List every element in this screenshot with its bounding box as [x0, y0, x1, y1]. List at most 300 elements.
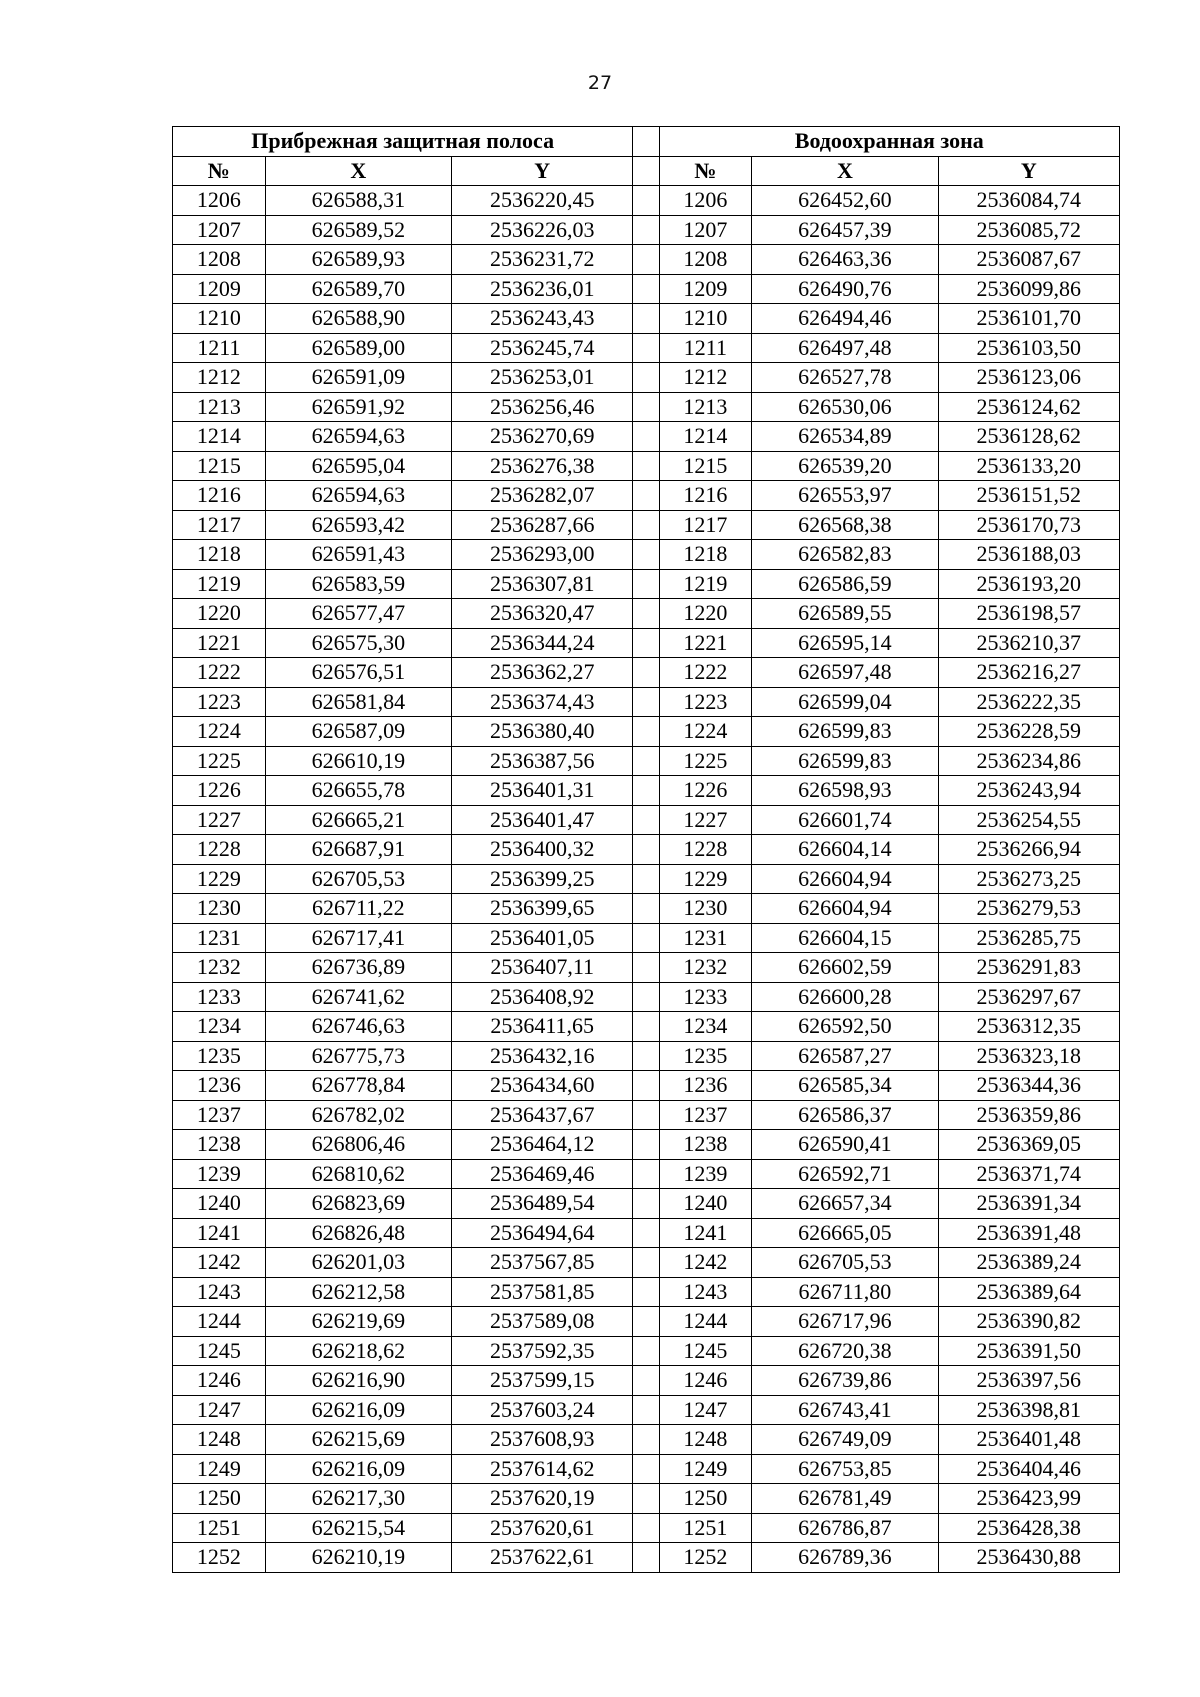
right-x-cell: 626739,86	[752, 1366, 938, 1396]
left-x-cell: 626575,30	[265, 628, 451, 658]
gap-cell	[633, 363, 659, 393]
table-row	[173, 599, 1120, 629]
coordinates-table	[172, 126, 1120, 1573]
left-number-cell: 1220	[173, 599, 266, 629]
right-number-cell: 1242	[659, 1248, 752, 1278]
right-x-cell: 626592,71	[752, 1159, 938, 1189]
right-x-cell: 626604,94	[752, 894, 938, 924]
left-y-cell: 2536243,43	[452, 304, 633, 334]
left-x-cell: 626589,52	[265, 215, 451, 245]
gap-cell	[633, 1041, 659, 1071]
right-number-cell: 1249	[659, 1454, 752, 1484]
left-y-cell: 2536270,69	[452, 422, 633, 452]
right-y-cell: 2536228,59	[938, 717, 1119, 747]
left-x-cell: 626588,90	[265, 304, 451, 334]
right-y-cell: 2536222,35	[938, 687, 1119, 717]
left-x-cell: 626717,41	[265, 923, 451, 953]
gap-cell	[633, 776, 659, 806]
left-y-cell: 2537599,15	[452, 1366, 633, 1396]
left-x-cell: 626610,19	[265, 746, 451, 776]
right-x-cell: 626530,06	[752, 392, 938, 422]
table-row	[173, 333, 1120, 363]
gap-cell	[633, 1012, 659, 1042]
left-number-cell: 1214	[173, 422, 266, 452]
left-y-cell: 2536236,01	[452, 274, 633, 304]
left-y-cell: 2537608,93	[452, 1425, 633, 1455]
gap-cell	[633, 451, 659, 481]
left-col-number: №	[173, 156, 266, 186]
right-y-cell: 2536323,18	[938, 1041, 1119, 1071]
right-y-cell: 2536297,67	[938, 982, 1119, 1012]
gap-cell	[633, 1071, 659, 1101]
left-number-cell: 1219	[173, 569, 266, 599]
left-number-cell: 1242	[173, 1248, 266, 1278]
gap-cell	[633, 658, 659, 688]
right-y-cell: 2536389,24	[938, 1248, 1119, 1278]
gap-cell	[633, 333, 659, 363]
right-y-cell: 2536085,72	[938, 215, 1119, 245]
right-y-cell: 2536401,48	[938, 1425, 1119, 1455]
left-x-cell: 626588,31	[265, 186, 451, 216]
right-y-cell: 2536234,86	[938, 746, 1119, 776]
table-row	[173, 864, 1120, 894]
table-row	[173, 215, 1120, 245]
right-y-cell: 2536279,53	[938, 894, 1119, 924]
left-number-cell: 1207	[173, 215, 266, 245]
left-x-cell: 626705,53	[265, 864, 451, 894]
left-number-cell: 1240	[173, 1189, 266, 1219]
left-number-cell: 1237	[173, 1100, 266, 1130]
table-row	[173, 1277, 1120, 1307]
left-number-cell: 1229	[173, 864, 266, 894]
left-y-cell: 2537622,61	[452, 1543, 633, 1573]
right-y-cell: 2536391,50	[938, 1336, 1119, 1366]
right-number-cell: 1217	[659, 510, 752, 540]
left-section-title: Прибрежная защитная полоса	[173, 127, 633, 157]
right-x-cell: 626452,60	[752, 186, 938, 216]
left-number-cell: 1231	[173, 923, 266, 953]
right-number-cell: 1218	[659, 540, 752, 570]
table-row	[173, 1307, 1120, 1337]
left-y-cell: 2536287,66	[452, 510, 633, 540]
right-x-cell: 626749,09	[752, 1425, 938, 1455]
right-x-cell: 626463,36	[752, 245, 938, 275]
right-number-cell: 1235	[659, 1041, 752, 1071]
left-number-cell: 1245	[173, 1336, 266, 1366]
gap-cell	[633, 156, 659, 186]
table-row	[173, 186, 1120, 216]
left-y-cell: 2536256,46	[452, 392, 633, 422]
right-number-cell: 1226	[659, 776, 752, 806]
left-number-cell: 1212	[173, 363, 266, 393]
right-x-cell: 626586,59	[752, 569, 938, 599]
left-x-cell: 626587,09	[265, 717, 451, 747]
right-y-cell: 2536193,20	[938, 569, 1119, 599]
left-x-cell: 626595,04	[265, 451, 451, 481]
left-y-cell: 2536400,32	[452, 835, 633, 865]
right-number-cell: 1234	[659, 1012, 752, 1042]
table-row	[173, 835, 1120, 865]
left-y-cell: 2536399,65	[452, 894, 633, 924]
left-x-cell: 626591,92	[265, 392, 451, 422]
right-x-cell: 626457,39	[752, 215, 938, 245]
gap-cell	[633, 304, 659, 334]
right-y-cell: 2536404,46	[938, 1454, 1119, 1484]
right-y-cell: 2536124,62	[938, 392, 1119, 422]
table-row	[173, 1454, 1120, 1484]
left-x-cell: 626810,62	[265, 1159, 451, 1189]
table-row	[173, 363, 1120, 393]
right-number-cell: 1227	[659, 805, 752, 835]
right-x-cell: 626592,50	[752, 1012, 938, 1042]
table-row	[173, 481, 1120, 511]
table-row	[173, 1543, 1120, 1573]
gap-cell	[633, 894, 659, 924]
left-y-cell: 2536494,64	[452, 1218, 633, 1248]
right-x-cell: 626539,20	[752, 451, 938, 481]
right-y-cell: 2536291,83	[938, 953, 1119, 983]
gap-cell	[633, 1543, 659, 1573]
right-y-cell: 2536103,50	[938, 333, 1119, 363]
right-x-cell: 626598,93	[752, 776, 938, 806]
right-x-cell: 626589,55	[752, 599, 938, 629]
left-number-cell: 1241	[173, 1218, 266, 1248]
left-y-cell: 2536407,11	[452, 953, 633, 983]
left-x-cell: 626665,21	[265, 805, 451, 835]
right-y-cell: 2536188,03	[938, 540, 1119, 570]
left-y-cell: 2536245,74	[452, 333, 633, 363]
left-x-cell: 626210,19	[265, 1543, 451, 1573]
left-y-cell: 2536293,00	[452, 540, 633, 570]
gap-cell	[633, 687, 659, 717]
left-x-cell: 626589,93	[265, 245, 451, 275]
left-number-cell: 1223	[173, 687, 266, 717]
left-y-cell: 2536362,27	[452, 658, 633, 688]
right-number-cell: 1238	[659, 1130, 752, 1160]
right-number-cell: 1233	[659, 982, 752, 1012]
gap-cell	[633, 1366, 659, 1396]
left-x-cell: 626577,47	[265, 599, 451, 629]
left-x-cell: 626215,69	[265, 1425, 451, 1455]
table-row	[173, 1484, 1120, 1514]
left-y-cell: 2537567,85	[452, 1248, 633, 1278]
table-row	[173, 1395, 1120, 1425]
gap-cell	[633, 1218, 659, 1248]
table-row	[173, 451, 1120, 481]
right-y-cell: 2536133,20	[938, 451, 1119, 481]
right-x-cell: 626597,48	[752, 658, 938, 688]
gap-cell	[633, 392, 659, 422]
left-x-cell: 626594,63	[265, 481, 451, 511]
right-number-cell: 1212	[659, 363, 752, 393]
right-number-cell: 1213	[659, 392, 752, 422]
left-number-cell: 1206	[173, 186, 266, 216]
gap-cell	[633, 510, 659, 540]
left-y-cell: 2537620,19	[452, 1484, 633, 1514]
gap-cell	[633, 805, 659, 835]
left-y-cell: 2536374,43	[452, 687, 633, 717]
left-y-cell: 2536253,01	[452, 363, 633, 393]
right-x-cell: 626720,38	[752, 1336, 938, 1366]
left-x-cell: 626216,09	[265, 1454, 451, 1484]
right-x-cell: 626582,83	[752, 540, 938, 570]
left-number-cell: 1239	[173, 1159, 266, 1189]
column-header-row	[173, 156, 1120, 186]
right-y-cell: 2536099,86	[938, 274, 1119, 304]
gap-cell	[633, 1159, 659, 1189]
right-x-cell: 626599,83	[752, 717, 938, 747]
right-y-cell: 2536273,25	[938, 864, 1119, 894]
right-x-cell: 626599,04	[752, 687, 938, 717]
right-number-cell: 1220	[659, 599, 752, 629]
right-x-cell: 626604,14	[752, 835, 938, 865]
right-y-cell: 2536398,81	[938, 1395, 1119, 1425]
table-row	[173, 1012, 1120, 1042]
right-number-cell: 1210	[659, 304, 752, 334]
right-y-cell: 2536369,05	[938, 1130, 1119, 1160]
right-x-cell: 626527,78	[752, 363, 938, 393]
table-row	[173, 540, 1120, 570]
right-number-cell: 1248	[659, 1425, 752, 1455]
right-x-cell: 626657,34	[752, 1189, 938, 1219]
right-x-cell: 626604,94	[752, 864, 938, 894]
gap-cell	[633, 953, 659, 983]
right-number-cell: 1247	[659, 1395, 752, 1425]
right-number-cell: 1240	[659, 1189, 752, 1219]
left-number-cell: 1248	[173, 1425, 266, 1455]
right-x-cell: 626786,87	[752, 1513, 938, 1543]
table-row	[173, 894, 1120, 924]
right-x-cell: 626717,96	[752, 1307, 938, 1337]
left-x-cell: 626823,69	[265, 1189, 451, 1219]
right-x-cell: 626497,48	[752, 333, 938, 363]
left-y-cell: 2536226,03	[452, 215, 633, 245]
right-y-cell: 2536216,27	[938, 658, 1119, 688]
table-row	[173, 510, 1120, 540]
right-y-cell: 2536397,56	[938, 1366, 1119, 1396]
left-number-cell: 1246	[173, 1366, 266, 1396]
left-x-cell: 626218,62	[265, 1336, 451, 1366]
right-y-cell: 2536170,73	[938, 510, 1119, 540]
right-number-cell: 1208	[659, 245, 752, 275]
left-col-x: X	[265, 156, 451, 186]
left-number-cell: 1224	[173, 717, 266, 747]
right-number-cell: 1228	[659, 835, 752, 865]
right-number-cell: 1239	[659, 1159, 752, 1189]
right-number-cell: 1246	[659, 1366, 752, 1396]
right-number-cell: 1252	[659, 1543, 752, 1573]
table-row	[173, 923, 1120, 953]
left-x-cell: 626581,84	[265, 687, 451, 717]
left-y-cell: 2536469,46	[452, 1159, 633, 1189]
table-row	[173, 1100, 1120, 1130]
right-y-cell: 2536312,35	[938, 1012, 1119, 1042]
left-y-cell: 2537620,61	[452, 1513, 633, 1543]
left-number-cell: 1211	[173, 333, 266, 363]
left-y-cell: 2536231,72	[452, 245, 633, 275]
gap-cell	[633, 717, 659, 747]
left-y-cell: 2537614,62	[452, 1454, 633, 1484]
table-row	[173, 776, 1120, 806]
right-number-cell: 1216	[659, 481, 752, 511]
left-number-cell: 1250	[173, 1484, 266, 1514]
right-number-cell: 1251	[659, 1513, 752, 1543]
gap-cell	[633, 540, 659, 570]
right-y-cell: 2536151,52	[938, 481, 1119, 511]
left-x-cell: 626741,62	[265, 982, 451, 1012]
left-x-cell: 626826,48	[265, 1218, 451, 1248]
left-y-cell: 2536399,25	[452, 864, 633, 894]
right-y-cell: 2536087,67	[938, 245, 1119, 275]
left-number-cell: 1252	[173, 1543, 266, 1573]
left-number-cell: 1218	[173, 540, 266, 570]
left-x-cell: 626583,59	[265, 569, 451, 599]
section-header-row	[173, 127, 1120, 157]
left-y-cell: 2536408,92	[452, 982, 633, 1012]
left-number-cell: 1235	[173, 1041, 266, 1071]
left-number-cell: 1208	[173, 245, 266, 275]
table-row	[173, 953, 1120, 983]
left-number-cell: 1213	[173, 392, 266, 422]
right-number-cell: 1250	[659, 1484, 752, 1514]
gap-cell	[633, 835, 659, 865]
table-row	[173, 1336, 1120, 1366]
left-x-cell: 626215,54	[265, 1513, 451, 1543]
right-x-cell: 626553,97	[752, 481, 938, 511]
right-number-cell: 1206	[659, 186, 752, 216]
right-y-cell: 2536210,37	[938, 628, 1119, 658]
table-row	[173, 392, 1120, 422]
right-number-cell: 1241	[659, 1218, 752, 1248]
right-x-cell: 626711,80	[752, 1277, 938, 1307]
left-y-cell: 2536282,07	[452, 481, 633, 511]
right-number-cell: 1231	[659, 923, 752, 953]
left-number-cell: 1236	[173, 1071, 266, 1101]
right-number-cell: 1244	[659, 1307, 752, 1337]
left-y-cell: 2536411,65	[452, 1012, 633, 1042]
left-col-y: Y	[452, 156, 633, 186]
right-number-cell: 1223	[659, 687, 752, 717]
left-y-cell: 2536464,12	[452, 1130, 633, 1160]
right-y-cell: 2536391,34	[938, 1189, 1119, 1219]
table-row	[173, 1218, 1120, 1248]
right-number-cell: 1211	[659, 333, 752, 363]
right-x-cell: 626602,59	[752, 953, 938, 983]
left-x-cell: 626594,63	[265, 422, 451, 452]
right-x-cell: 626705,53	[752, 1248, 938, 1278]
left-y-cell: 2536387,56	[452, 746, 633, 776]
left-y-cell: 2537589,08	[452, 1307, 633, 1337]
gap-cell	[633, 1425, 659, 1455]
left-number-cell: 1232	[173, 953, 266, 983]
right-number-cell: 1224	[659, 717, 752, 747]
left-x-cell: 626782,02	[265, 1100, 451, 1130]
table-body	[173, 186, 1120, 1573]
right-section-title: Водоохранная зона	[659, 127, 1119, 157]
left-number-cell: 1225	[173, 746, 266, 776]
right-x-cell: 626781,49	[752, 1484, 938, 1514]
table-row	[173, 274, 1120, 304]
left-number-cell: 1226	[173, 776, 266, 806]
left-x-cell: 626806,46	[265, 1130, 451, 1160]
right-x-cell: 626743,41	[752, 1395, 938, 1425]
right-y-cell: 2536359,86	[938, 1100, 1119, 1130]
table-row	[173, 687, 1120, 717]
gap-cell	[633, 127, 659, 157]
left-x-cell: 626576,51	[265, 658, 451, 688]
right-number-cell: 1236	[659, 1071, 752, 1101]
left-x-cell: 626217,30	[265, 1484, 451, 1514]
table-row	[173, 658, 1120, 688]
left-y-cell: 2536276,38	[452, 451, 633, 481]
gap-cell	[633, 1454, 659, 1484]
left-x-cell: 626711,22	[265, 894, 451, 924]
right-x-cell: 626587,27	[752, 1041, 938, 1071]
table-row	[173, 1513, 1120, 1543]
right-x-cell: 626568,38	[752, 510, 938, 540]
left-number-cell: 1227	[173, 805, 266, 835]
table-row	[173, 422, 1120, 452]
left-y-cell: 2536401,31	[452, 776, 633, 806]
left-number-cell: 1249	[173, 1454, 266, 1484]
right-number-cell: 1219	[659, 569, 752, 599]
right-number-cell: 1232	[659, 953, 752, 983]
right-y-cell: 2536254,55	[938, 805, 1119, 835]
right-number-cell: 1243	[659, 1277, 752, 1307]
left-number-cell: 1234	[173, 1012, 266, 1042]
right-number-cell: 1207	[659, 215, 752, 245]
right-number-cell: 1245	[659, 1336, 752, 1366]
gap-cell	[633, 746, 659, 776]
left-number-cell: 1244	[173, 1307, 266, 1337]
right-number-cell: 1209	[659, 274, 752, 304]
right-x-cell: 626595,14	[752, 628, 938, 658]
left-x-cell: 626593,42	[265, 510, 451, 540]
right-number-cell: 1237	[659, 1100, 752, 1130]
right-y-cell: 2536243,94	[938, 776, 1119, 806]
right-number-cell: 1229	[659, 864, 752, 894]
gap-cell	[633, 1307, 659, 1337]
left-x-cell: 626212,58	[265, 1277, 451, 1307]
table-row	[173, 1425, 1120, 1455]
table-row	[173, 304, 1120, 334]
right-y-cell: 2536128,62	[938, 422, 1119, 452]
gap-cell	[633, 569, 659, 599]
right-number-cell: 1225	[659, 746, 752, 776]
right-number-cell: 1221	[659, 628, 752, 658]
right-x-cell: 626599,83	[752, 746, 938, 776]
right-x-cell: 626753,85	[752, 1454, 938, 1484]
right-x-cell: 626586,37	[752, 1100, 938, 1130]
table-row	[173, 1130, 1120, 1160]
left-y-cell: 2536489,54	[452, 1189, 633, 1219]
left-number-cell: 1228	[173, 835, 266, 865]
gap-cell	[633, 1395, 659, 1425]
left-x-cell: 626687,91	[265, 835, 451, 865]
gap-cell	[633, 923, 659, 953]
right-x-cell: 626590,41	[752, 1130, 938, 1160]
table-row	[173, 717, 1120, 747]
gap-cell	[633, 481, 659, 511]
table-row	[173, 982, 1120, 1012]
gap-cell	[633, 599, 659, 629]
left-y-cell: 2536344,24	[452, 628, 633, 658]
left-number-cell: 1210	[173, 304, 266, 334]
right-x-cell: 626665,05	[752, 1218, 938, 1248]
table-row	[173, 245, 1120, 275]
right-y-cell: 2536344,36	[938, 1071, 1119, 1101]
table-row	[173, 1071, 1120, 1101]
